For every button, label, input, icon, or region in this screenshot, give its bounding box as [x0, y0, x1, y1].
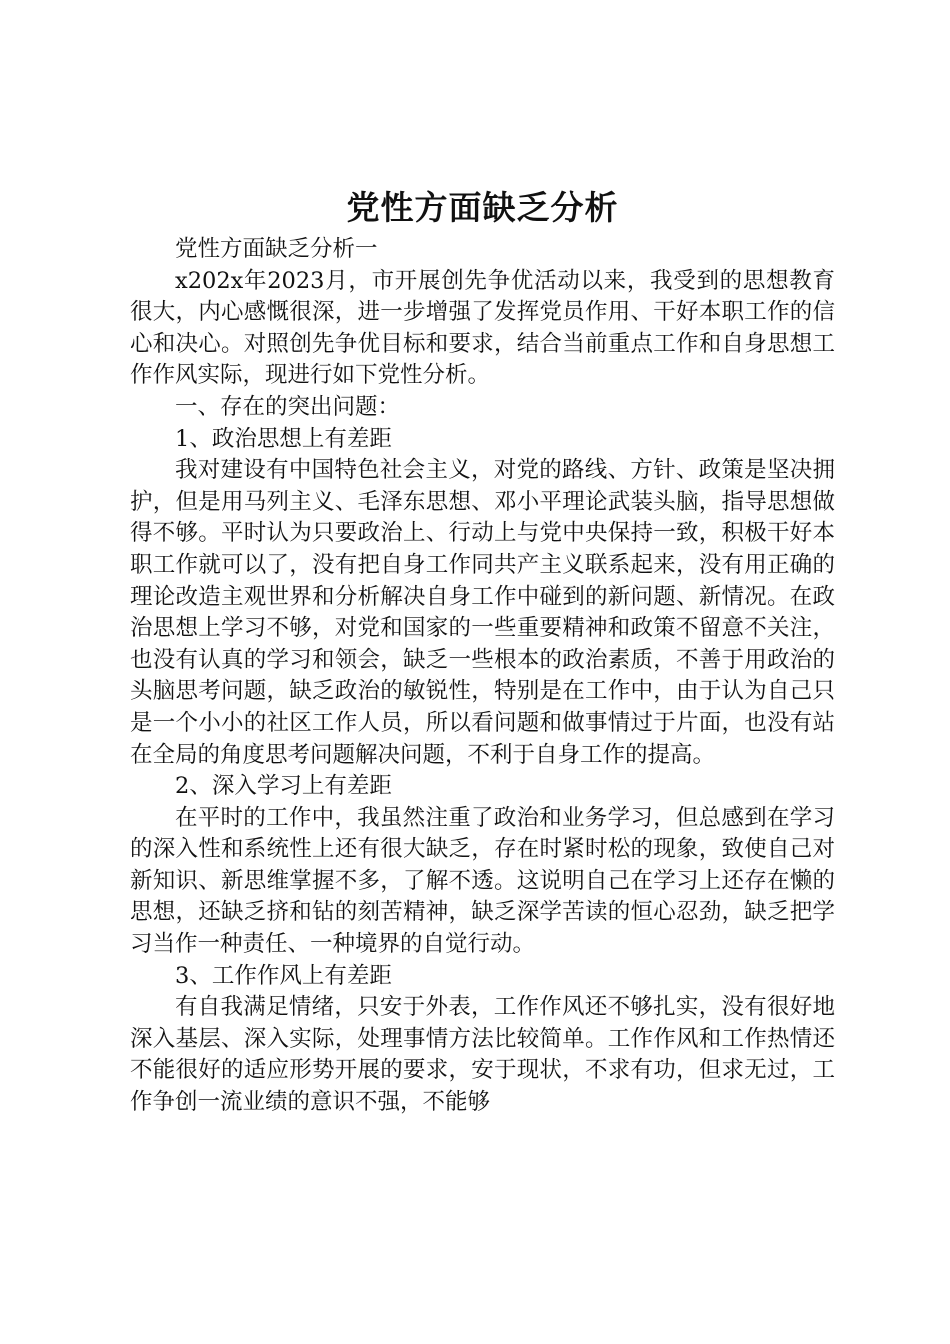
body-paragraph-3: 有自我满足情绪，只安于外表，工作作风还不够扎实，没有很好地深入基层、深入实际，处理事情方法比较简单。工作作风和工作热情还不能很好的适应形势开展的要求，安于现状，不求有功，但求无过，工作争创一流业绩的意识不强，不能够 [130, 994, 835, 1116]
document-title: 党性方面缺乏分析 [346, 188, 619, 227]
subtitle-paragraph: 党性方面缺乏分析一 [175, 236, 378, 262]
subsection-heading-3: 3、工作作风上有差距 [175, 962, 392, 989]
subsection-heading-1: 1、政治思想上有差距 [175, 425, 392, 452]
section-heading: 一、存在的突出问题： [175, 393, 401, 420]
body-paragraph-1: 我对建设有中国特色社会主义，对党的路线、方针、政策是坚决拥护，但是用马列主义、毛泽东思想、邓小平理论武装头脑，指导思想做得不够。平时认为只要政治上、行动上与党中央保持一致，积极干好本职工作就可以了，没有把自身工作同共产主义联系起来，没有用正确的理论改造主观世界和分析解决自身工作中碰到的新问题、新情况。在政治思想上学习不够，对党和国家的一些重要精神和政策不留意不关注，也没有认真的学习和领会，缺乏一些根本的政治素质，不善于用政治的头脑思考问题，缺乏政治的敏锐性，特别是在工作中，由于认为自己只是一个小小的社区工作人员，所以看问题和做事情过于片面，也没有站在全局的角度思考问题解决问题，不利于自身工作的提高。 [130, 457, 835, 768]
body-paragraph-2: 在平时的工作中，我虽然注重了政治和业务学习，但总感到在学习的深入性和系统性上还有很大缺乏，存在时紧时松的现象，致使自己对新知识、新思维掌握不多，了解不透。这说明自己在学习上还存在懒的思想，还缺乏挤和钻的刻苦精神，缺乏深学苦读的恒心忍劲，缺乏把学习当作一种责任、一种境界的自觉行动。 [130, 804, 835, 958]
intro-paragraph: x202x年2023月，市开展创先争优活动以来，我受到的思想教育很大，内心感慨很深，进一步增强了发挥党员作用、干好本职工作的信心和决心。对照创先争优目标和要求，结合当前重点工作和自身思想工作作风实际，现进行如下党性分析。 [130, 267, 835, 389]
document-page [130, 180, 835, 1119]
subsection-heading-2: 2、深入学习上有差距 [175, 773, 392, 800]
